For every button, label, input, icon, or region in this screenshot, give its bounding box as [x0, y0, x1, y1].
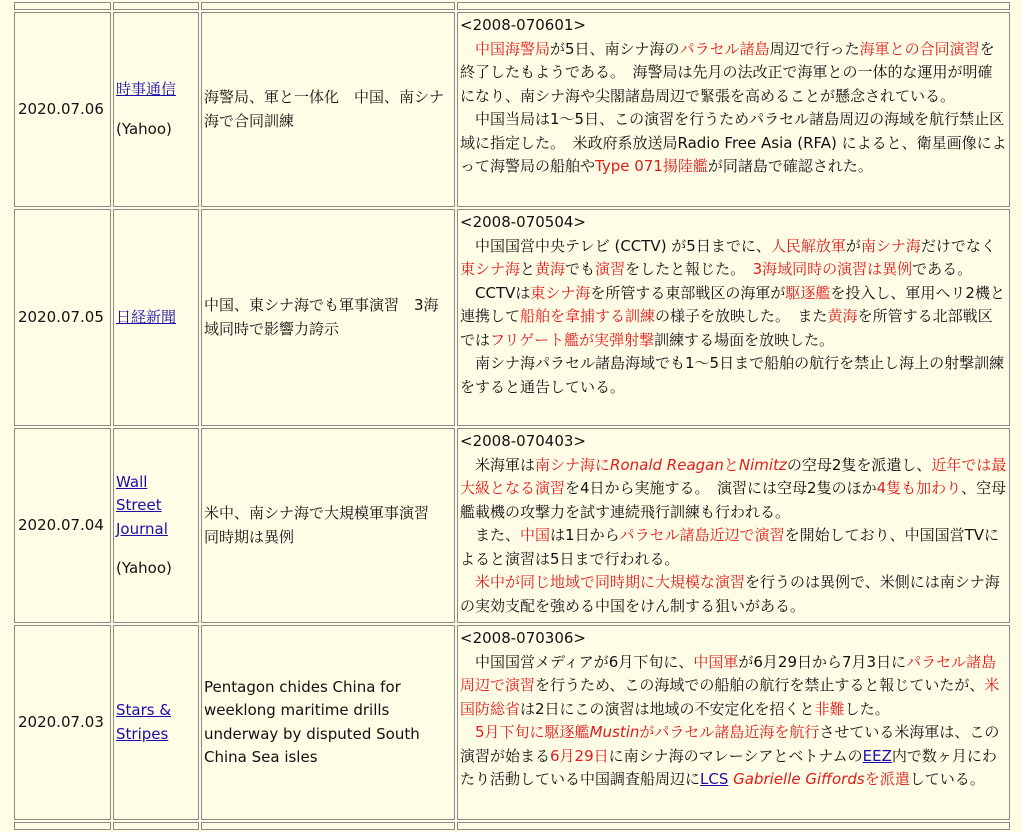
paragraph: 米中が同じ地域で同時期に大規模な演習を行うのは異例で、米側には南シナ海の実効支配を強める中国をけん制する狙いがある。: [460, 573, 1000, 615]
headline-cell: Pentagon chides China for weeklong maritime drills underway by disputed South China Sea isles: [201, 625, 455, 820]
paragraph: CCTVは東シナ海を所管する東部戦区の海軍が駆逐艦を投入し、軍用ヘリ2機と連携して船舶を拿捕する訓練の様子を放映した。 また黄海を所管する北部戦区ではフリゲート艦が実弾射撃訓練する場面を放映した。: [460, 283, 1005, 349]
table-row: [14, 625, 1010, 820]
source-via: (Yahoo): [116, 119, 172, 138]
article-code: <2008-070504>: [460, 213, 586, 231]
table-row: [14, 12, 1010, 207]
headline-cell: 中国、東シナ海でも軍事演習 3海域同時で影響力誇示: [201, 209, 455, 426]
source-cell: [113, 209, 199, 426]
source-link[interactable]: Stars & Stripes: [116, 701, 172, 743]
table-row: [14, 428, 1010, 623]
source-cell: [113, 428, 199, 623]
article-code: <2008-070601>: [460, 16, 586, 34]
paragraph: 中国海警局が5日、南シナ海のパラセル諸島周辺で行った海軍との合同演習を終了したもようである。 海警局は先月の法改正で海軍との一体的な運用が明確になり、南シナ海や尖閣諸島周辺で緊張を高めることが懸念されている。: [460, 39, 995, 105]
date-cell: 2020.07.03: [14, 625, 111, 820]
eez-link[interactable]: EEZ: [862, 746, 892, 765]
summary-cell: [457, 12, 1010, 207]
summary-cell: [457, 625, 1010, 820]
table-row: [14, 209, 1010, 426]
date-cell: 2020.07.04: [14, 428, 111, 623]
paragraph: 5月下旬に駆逐艦Mustinがパラセル諸島近海を航行させている米海軍は、この演習が始まる6月29日に南シナ海のマレーシアとベトナムのEEZ内で数ヶ月にわたり活動している中国調査船周辺にLCS Gabrielle Giffordsを派遣している。: [460, 723, 1000, 788]
date-cell: 2020.07.06: [14, 12, 111, 207]
article-code: <2008-070306>: [460, 629, 586, 647]
date-cell: 2020.07.05: [14, 209, 111, 426]
article-code: <2008-070403>: [460, 432, 586, 450]
source-cell: [113, 625, 199, 820]
paragraph: 中国当局は1～5日、この演習を行うためパラセル諸島周辺の海域を航行禁止区域に指定した。 米政府系放送局Radio Free Asia (RFA) によると、衛星画像によって海警局の船舶やType 071揚陸艦が同諸島で確認された。: [460, 110, 1007, 175]
source-link[interactable]: 時事通信: [116, 80, 177, 98]
news-table: [12, 0, 1012, 832]
headline-cell: 海警局、軍と一体化 中国、南シナ海で合同訓練: [201, 12, 455, 207]
headline-cell: 米中、南シナ海で大規模軍事演習 同時期は異例: [201, 428, 455, 623]
table-row-cut: [14, 2, 1010, 10]
source-link[interactable]: Wall Street Journal: [116, 472, 168, 538]
paragraph: 中国国営中央テレビ (CCTV) が5日までに、人民解放軍が南シナ海だけでなく東シナ海と黄海でも演習をしたと報じた。 3海域同時の演習は異例である。: [460, 236, 996, 278]
source-cell: [113, 12, 199, 207]
paragraph: 中国国営メディアが6月下旬に、中国軍が6月29日から7月3日にパラセル諸島周辺で演習を行うため、この海域での船舶の航行を禁止すると報じていたが、米国防総省は2日にこの演習は地域の不安定化を招くと非難した。: [460, 652, 1000, 718]
source-link[interactable]: 日経新聞: [116, 307, 177, 326]
paragraph: 南シナ海パラセル諸島海域でも1～5日まで船舶の航行を禁止し海上の射撃訓練をすると通告している。: [460, 354, 1005, 396]
paragraph: 米海軍は南シナ海にRonald ReaganとNimitzの空母2隻を派遣し、近年では最大級となる演習を4日から実施する。 演習には空母2隻のほか4隻も加わり、空母艦載機の攻撃力を試す連続飛行訓練も行われる。: [460, 455, 1007, 521]
summary-cell: [457, 209, 1010, 426]
source-via: (Yahoo): [116, 559, 172, 577]
paragraph: また、中国は1日からパラセル諸島近辺で演習を開始しており、中国国営TVによると演習は5日まで行われる。: [460, 526, 1000, 568]
lcs-link[interactable]: LCS: [700, 770, 729, 788]
summary-cell: [457, 428, 1010, 623]
